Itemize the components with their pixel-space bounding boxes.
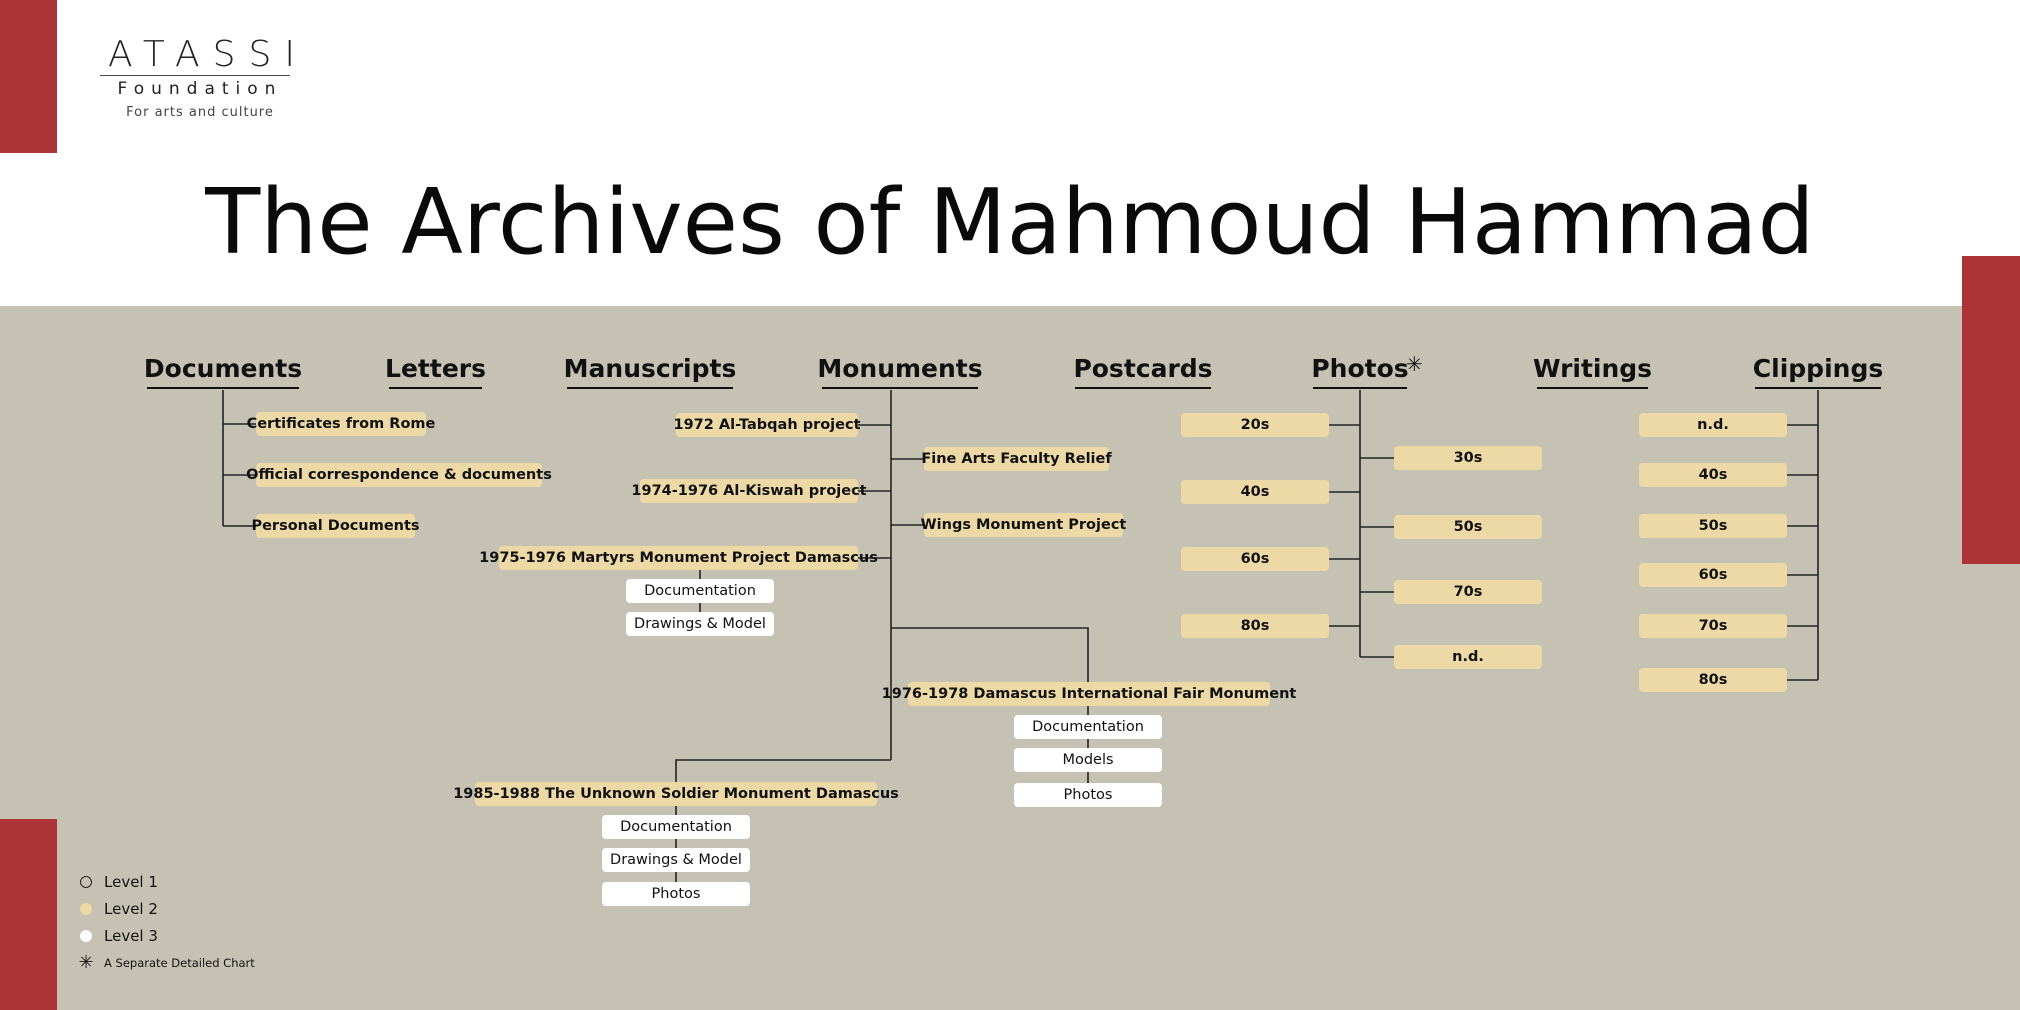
page-title: The Archives of Mahmoud Hammad: [205, 170, 1815, 275]
legend-level1-label: Level 1: [104, 872, 158, 891]
category-clippings: Clippings: [1755, 354, 1881, 389]
monument-wings: Wings Monument Project: [924, 513, 1123, 537]
legend-level1: [78, 868, 255, 895]
photos-decade: 70s: [1394, 580, 1542, 604]
legend-separate: [78, 949, 255, 976]
logo-tagline: For arts and culture: [126, 105, 274, 120]
level1-circle-icon: [80, 876, 92, 888]
clippings-decade: 80s: [1639, 668, 1787, 692]
soldier-item: Drawings & Model: [602, 848, 750, 872]
monument-fair: 1976-1978 Damascus International Fair Monument: [908, 682, 1270, 706]
monument-fine-arts: Fine Arts Faculty Relief: [924, 447, 1109, 471]
documents-item: Official correspondence & documents: [256, 463, 542, 487]
photos-decade: 60s: [1181, 547, 1329, 571]
category-writings: Writings: [1537, 354, 1648, 389]
level3-circle-icon: [80, 930, 92, 942]
clippings-decade: 50s: [1639, 514, 1787, 538]
clippings-decade: 40s: [1639, 463, 1787, 487]
legend: [78, 868, 255, 976]
category-documents: Documents: [147, 354, 299, 389]
category-photos: Photos: [1313, 354, 1407, 389]
photos-decade: 40s: [1181, 480, 1329, 504]
legend-level2-label: Level 2: [104, 899, 158, 918]
clippings-decade: 60s: [1639, 563, 1787, 587]
logo-brand: ATASSI: [108, 34, 308, 75]
category-postcards: Postcards: [1075, 354, 1211, 389]
fair-item: Models: [1014, 748, 1162, 772]
category-letters: Letters: [389, 354, 482, 389]
legend-level2: [78, 895, 255, 922]
soldier-item: Photos: [602, 882, 750, 906]
photos-decade: n.d.: [1394, 645, 1542, 669]
clippings-decade: 70s: [1639, 614, 1787, 638]
legend-level3: [78, 922, 255, 949]
martyrs-item: Drawings & Model: [626, 612, 774, 636]
fair-item: Photos: [1014, 783, 1162, 807]
fair-item: Documentation: [1014, 715, 1162, 739]
soldier-item: Documentation: [602, 815, 750, 839]
photos-decade: 50s: [1394, 515, 1542, 539]
category-manuscripts: Manuscripts: [567, 354, 733, 389]
asterisk-icon: ✳: [78, 952, 94, 973]
monument-soldier: 1985-1988 The Unknown Soldier Monument Damascus: [475, 782, 877, 806]
photos-decade: 20s: [1181, 413, 1329, 437]
legend-separate-label: A Separate Detailed Chart: [104, 955, 255, 970]
connector-documents: [223, 390, 258, 526]
clippings-decade: n.d.: [1639, 413, 1787, 437]
monument-martyrs: 1975-1976 Martyrs Monument Project Damascus: [499, 546, 858, 570]
documents-item: Certificates from Rome: [256, 412, 426, 436]
separate-chart-marker-icon: ✳: [1406, 352, 1423, 376]
monument-kiswah: 1974-1976 Al-Kiswah project: [640, 479, 858, 503]
connector-clippings: [1787, 390, 1818, 680]
legend-level3-label: Level 3: [104, 926, 158, 945]
photos-decade: 30s: [1394, 446, 1542, 470]
category-monuments: Monuments: [822, 354, 978, 389]
connector-fair: [891, 628, 1088, 682]
martyrs-item: Documentation: [626, 579, 774, 603]
photos-decade: 80s: [1181, 614, 1329, 638]
level2-circle-icon: [80, 903, 92, 915]
monument-tabqah: 1972 Al-Tabqah project: [676, 413, 858, 437]
connector-soldier: [676, 760, 891, 782]
documents-item: Personal Documents: [256, 514, 415, 538]
logo-sub: Foundation: [117, 79, 283, 99]
